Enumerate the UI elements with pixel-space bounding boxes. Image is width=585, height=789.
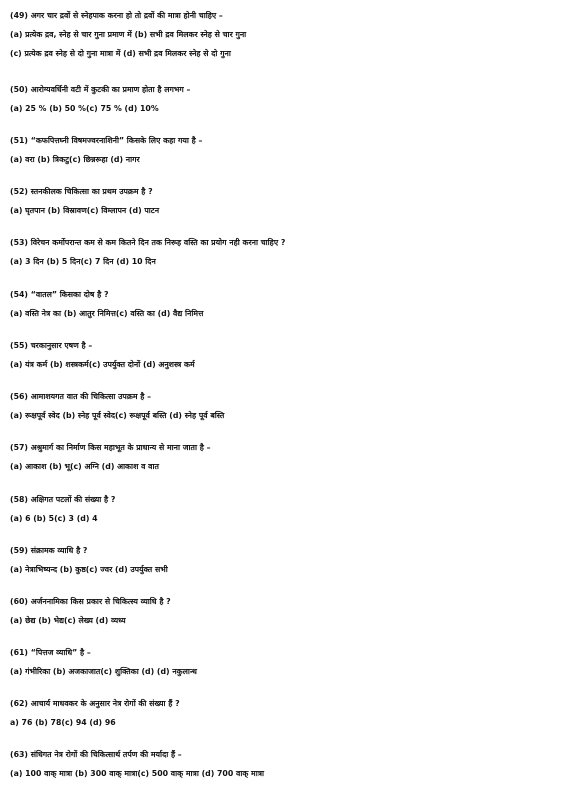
question-options: (a) आकाश (b) भू(c) अग्नि (d) आकाश व वात [10,462,159,471]
question-58 [10,490,580,528]
question-50 [10,80,580,118]
question-options: (a) 100 वाक् मात्रा (b) 300 वाक् मात्रा(c) 500 वाक् मात्रा (d) 700 वाक् मात्रा [10,769,265,778]
question-49 [10,6,580,63]
question-text: (51) “कफपित्तघ्नी विषमज्वरनाशिनी” किसके लिए कहा गया है – [10,136,203,145]
question-52 [10,182,580,220]
question-54 [10,285,580,323]
question-options: (a) वस्ति नेत्र का (b) आतुर निमित्त(c) वस्ति का (d) वैद्य निमित्त [10,309,204,318]
question-53 [10,233,580,271]
question-text: (60) अर्जननामिका किस प्रकार से चिकित्स्य व्याधि है ? [10,597,171,606]
question-62 [10,694,580,732]
question-text: (54) “वातल” किसका दोष है ? [10,290,109,299]
question-text: (62) आचार्य माधवकर के अनुसार नेत्र रोगों की संख्या हैं ? [10,699,180,708]
question-options: (a) 6 (b) 5(c) 3 (d) 4 [10,514,98,523]
question-63 [10,745,580,783]
question-options: (a) वरा (b) त्रिकटु(c) छिन्नरूहा (d) नागर [10,155,140,164]
question-options: (a) घृतपान (b) विस्रावण(c) विम्लापन (d) पाटन [10,206,160,215]
question-text: (56) आमाशयगत वात की चिकित्सा उपक्रम है – [10,392,151,401]
question-options: (a) 25 % (b) 50 %(c) 75 % (d) 10% [10,104,159,113]
question-options: (a) नेत्राभिष्यन्द (b) कुष्ठ(c) ज्वर (d) उपर्युक्त सभी [10,565,168,574]
question-options: (a) प्रत्येक द्रव, स्नेह से चार गुना प्रमाण में (b) सभी द्रव मिलकर स्नेह से चार गुना [10,30,247,39]
question-text: (63) संधिगत नेत्र रोगों की चिकित्सार्थ तर्पण की मर्यादा हैं – [10,750,182,759]
question-text: (49) अगर चार द्रवों से स्नेहपाक करना हो तो द्रवों की मात्रा होनी चाहिए – [10,11,223,20]
question-text: (59) संक्रामक व्याधि है ? [10,546,88,555]
question-options: (a) गंभीरिका (b) अजकाजात(c) शुक्तिका (d) (d) नकुलान्ध [10,667,197,676]
question-text: (61) “पित्तज व्याधि” है – [10,648,91,657]
question-text: (58) अक्षिगत पटलों की संख्या है ? [10,495,116,504]
question-text: (50) आरोग्यवर्धिनी वटी में कुटकी का प्रमाण होता है लगभग – [10,85,191,94]
question-61 [10,643,580,681]
question-options: (a) रूक्षपूर्व स्वेद (b) स्नेह पूर्व स्वेद(c) रूक्षपूर्व बस्ति (d) स्नेह पूर्व बस्ति [10,411,225,420]
question-51 [10,131,580,169]
question-options: (c) प्रत्येक द्रव स्नेह से दो गुना मात्रा में (d) सभी द्रव मिलकर स्नेह से दो गुना [10,49,231,58]
question-text: (57) अश्रुमार्ग का निर्माण किस महाभूत के प्राधान्य से माना जाता है – [10,443,211,452]
question-options: a) 76 (b) 78(c) 94 (d) 96 [10,718,116,727]
question-text: (55) चरकानुसार एषण है – [10,341,93,350]
question-options: (a) 3 दिन (b) 5 दिन(c) 7 दिन (d) 10 दिन [10,257,156,266]
question-57 [10,438,580,476]
question-text: (53) विरेचन कर्मोपरान्त कम से कम कितने दिन तक निरूह वस्ति का प्रयोग नही करना चाहिए ? [10,238,286,247]
question-text: (52) स्तनकीलक चिकित्सा का प्रथम उपक्रम है ? [10,187,153,196]
question-56 [10,387,580,425]
question-options: (a) यंत्र कर्म (b) शस्त्रकर्म(c) उपर्युक्त दोनों (d) अनुशस्त्र कर्म [10,360,195,369]
question-55 [10,336,580,374]
question-options: (a) छेद्य (b) भेद्य(c) लेख्य (d) व्यध्य [10,616,126,625]
question-60 [10,592,580,630]
question-59 [10,541,580,579]
